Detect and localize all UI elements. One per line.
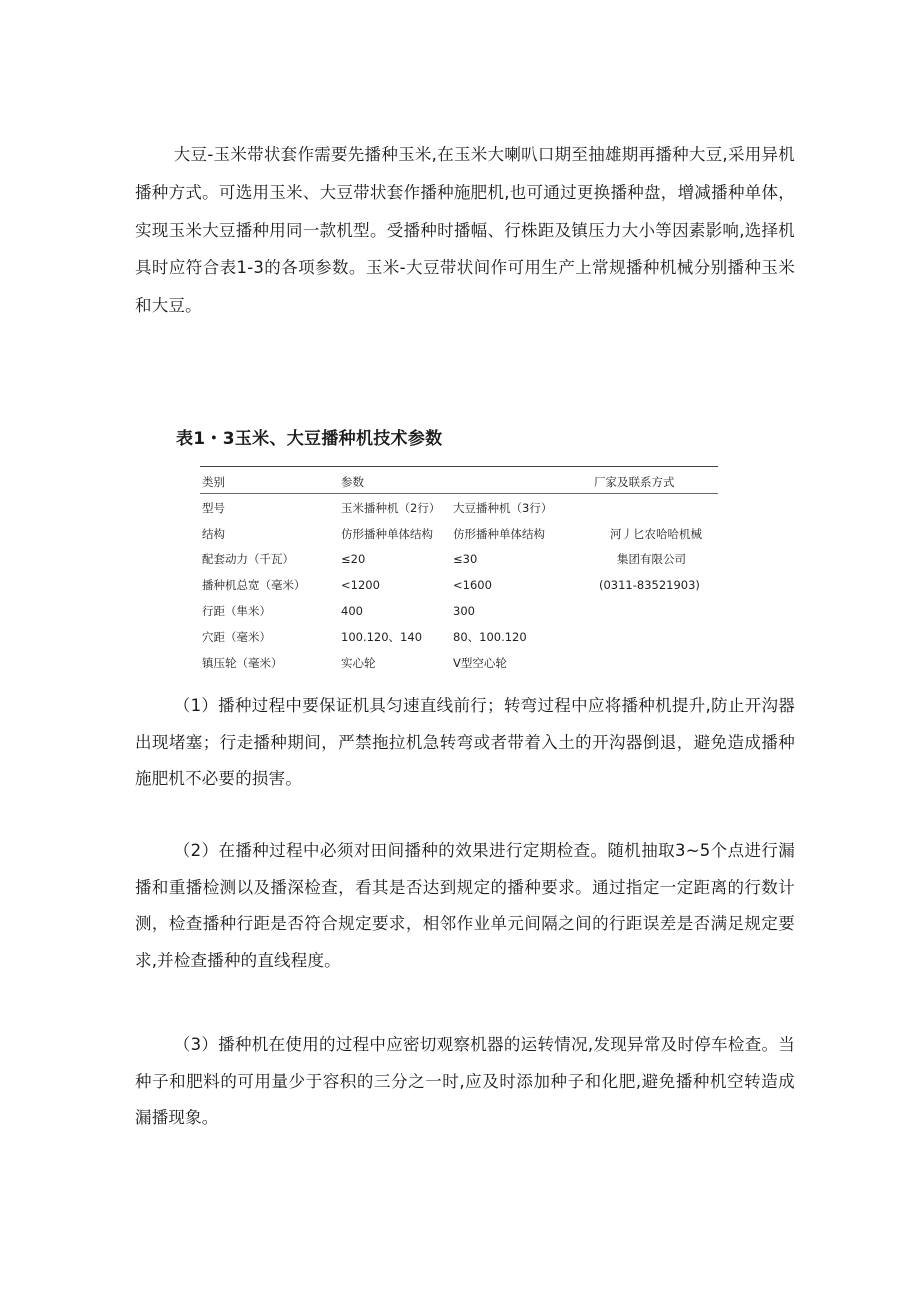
table-title: 表1・3玉米、大豆播种机技术参数 [176, 429, 443, 449]
paragraph-step-2: （2）在播种过程中必须对田间播种的效果进行定期检查。随机抽取3~5个点进行漏播和重播检测以及播深检查，看其是否达到规定的播种要求。通过指定一定距离的行数计测，检查播种行距是否符合规定要求，相邻作业单元间隔之间的行距误差是否满足规定要求,并检查播种的直线程度。 [135, 841, 795, 970]
paragraph-step-1: （1）播种过程中要保证机具匀速直线前行；转弯过程中应将播种机提升,防止开沟器出现堵塞；行走播种期间，严禁拖拉机急转弯或者带着入土的开沟器倒退，避免造成播种施肥机不必要的损害。 [135, 696, 795, 788]
table-header-rule [200, 493, 718, 494]
table-top-rule [200, 466, 718, 467]
row-label: 型号 [202, 501, 225, 515]
header-category: 类别 [202, 475, 225, 489]
paragraph-step-3: （3）播种机在使用的过程中应密切观察机器的运转情况,发现异常及时停车检查。当种子和肥料的可用量少于容积的三分之一时,应及时添加种子和化肥,避免播种机空转造成漏播现象。 [135, 1035, 795, 1127]
row-label: 播种机总宽（毫米） [202, 578, 306, 592]
row-label: 镇压轮（毫米） [202, 656, 283, 670]
row-label: 结构 [202, 527, 225, 541]
row-soy-value: V型空心轮 [453, 656, 507, 670]
row-soy-value: 300 [453, 604, 475, 618]
row-soy-value: 大豆播种机（3行） [453, 501, 553, 515]
maker-line: 集团有限公司 [617, 552, 686, 566]
row-label: 配套动力（千瓦） [202, 552, 294, 566]
row-corn-value: 仿形播种单体结构 [341, 527, 433, 541]
row-corn-value: 400 [341, 604, 363, 618]
header-params: 参数 [341, 475, 364, 489]
maker-line: (0311-83521903) [599, 578, 700, 592]
row-corn-value: 实心轮 [341, 656, 376, 670]
row-soy-value: <1600 [453, 578, 492, 592]
row-corn-value: <1200 [341, 578, 380, 592]
row-corn-value: ≤20 [341, 552, 366, 566]
row-soy-value: 仿形播种单体结构 [453, 527, 545, 541]
intro-paragraph: 大豆-玉米带状套作需要先播种玉米,在玉米大喇叭口期至抽雄期再播种大豆,采用异机播种方式。可选用玉米、大豆带状套作播种施肥机,也可通过更换播种盘，增减播种单体，实现玉米大豆播种用同一款机型。受播种时播幅、行株距及镇压力大小等因素影响,选择机具时应符合表1-3的各项参数。玉米-大豆带状间作可用生产上常规播种机械分别播种玉米和大豆。 [135, 145, 795, 316]
row-corn-value: 玉米播种机（2行） [341, 501, 441, 515]
maker-line: 河丿匕农哈哈机械 [610, 527, 702, 541]
row-label: 穴距（毫米） [202, 630, 271, 644]
row-soy-value: ≤30 [453, 552, 478, 566]
row-corn-value: 100.120、140 [341, 630, 423, 644]
header-maker: 厂家及联系方式 [594, 475, 675, 489]
row-soy-value: 80、100.120 [453, 630, 527, 644]
row-label: 行距（隼米） [202, 604, 271, 618]
